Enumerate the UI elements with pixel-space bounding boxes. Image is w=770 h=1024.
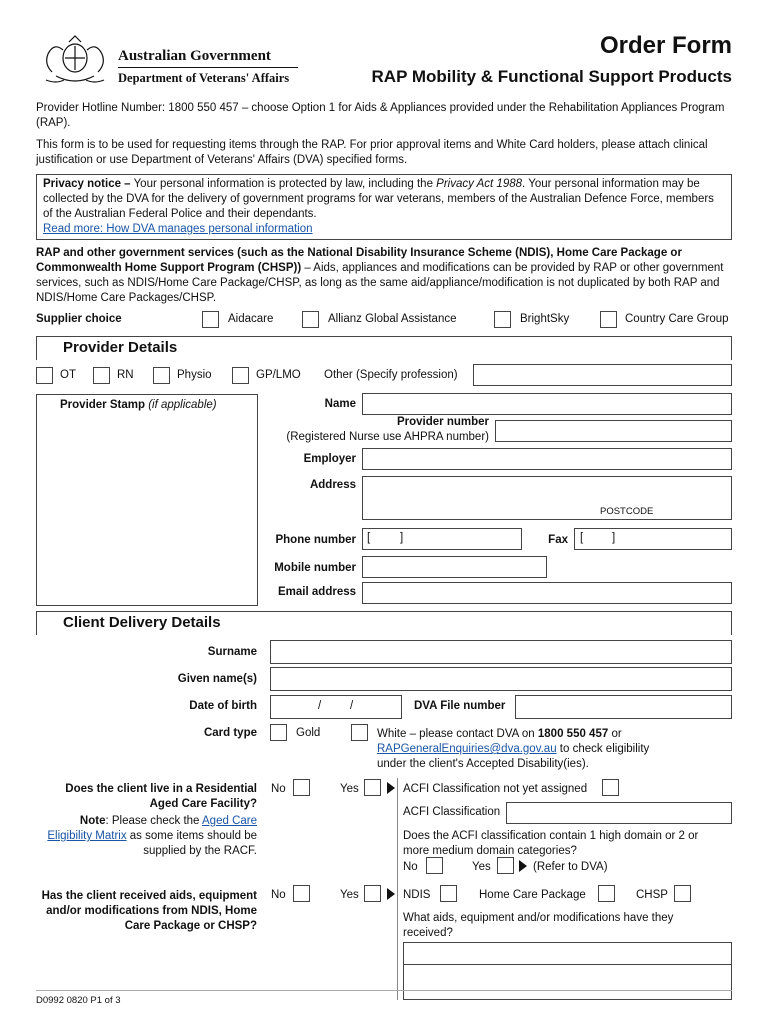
acfi-domain-question: Does the ACFI classification contain 1 high domain or 2 or more medium domain categories?	[403, 830, 699, 857]
card-white-checkbox[interactable]	[351, 724, 368, 741]
employer-input[interactable]	[362, 448, 732, 470]
card-type-label: Card type	[203, 727, 257, 739]
acfi-refer-label: (Refer to DVA)	[533, 861, 608, 873]
address-label: Address	[309, 479, 356, 491]
home-care-package-checkbox[interactable]	[598, 885, 615, 902]
hotline-text: Provider Hotline Number: 1800 550 457 – choose Option 1 for Aids & Appliances provided under the Rehabilitation Appliances Program (RAP).	[36, 102, 725, 129]
department-name: Department of Veterans' Affairs	[118, 71, 290, 85]
form-subtitle: RAP Mobility & Functional Support Products	[371, 67, 732, 86]
dva-file-number-label: DVA File number	[414, 700, 506, 712]
fax-bracket-open: [	[580, 532, 584, 544]
profession-ot-checkbox[interactable]	[36, 367, 53, 384]
client-delivery-section	[36, 611, 732, 635]
privacy-text-after: . Your personal information may be collected by the DVA for the delivery of government programs for war veterans, members of the Australian Defence Force, members of the Australian Federal Police and their dependants.	[43, 178, 714, 220]
aged-care-matrix-link[interactable]: Aged Care Eligibility Matrix	[47, 815, 257, 842]
rap-other-bold: RAP and other government services (such as the National Disability Insurance Scheme (NDIS), Home Care Package or Commonwealth Home Support Program (CHSP))	[36, 247, 682, 274]
provider-details-section	[36, 336, 732, 360]
given-names-label: Given name(s)	[177, 673, 257, 685]
supplier-option-label: BrightSky	[520, 313, 570, 325]
header-rule	[118, 67, 298, 68]
supplier-allianz-checkbox[interactable]	[302, 311, 319, 328]
fax-input[interactable]	[574, 528, 732, 550]
email-address-label: Email address	[278, 586, 356, 598]
acfi-yes-checkbox[interactable]	[497, 857, 514, 874]
profession-label: OT	[60, 369, 76, 381]
provider-number-input[interactable]	[495, 420, 732, 442]
footer-rule	[36, 990, 732, 991]
supplier-option-label: Country Care Group	[625, 313, 729, 325]
provider-name-input[interactable]	[362, 393, 732, 415]
ndis-yes-checkbox[interactable]	[364, 885, 381, 902]
ndis-label: NDIS	[403, 889, 431, 901]
profession-label: RN	[117, 369, 134, 381]
rap-enquiries-email-link[interactable]: RAPGeneralEnquiries@dva.gov.au	[377, 743, 557, 755]
ndis-checkbox[interactable]	[440, 885, 457, 902]
mobile-number-label: Mobile number	[274, 562, 356, 574]
arrow-right-icon	[387, 782, 395, 794]
supplier-option-label: Allianz Global Assistance	[328, 313, 457, 325]
profession-label: GP/LMO	[256, 369, 301, 381]
chsp-checkbox[interactable]	[674, 885, 691, 902]
fax-label: Fax	[548, 534, 568, 546]
rap-other-services-text	[36, 246, 736, 306]
supplier-option-label: Aidacare	[228, 313, 274, 325]
phone-bracket-close: ]	[400, 532, 404, 544]
acfi-classification-label: ACFI Classification	[403, 806, 501, 818]
privacy-heading: Privacy notice –	[43, 178, 131, 190]
gov-name: Australian Government	[118, 48, 271, 64]
provider-stamp-label: Provider Stamp (if applicable)	[60, 399, 217, 411]
ndis-no-label: No	[271, 889, 286, 901]
provider-number-label: Provider number	[396, 416, 489, 428]
dob-separator: /	[350, 700, 354, 712]
chsp-label: CHSP	[636, 889, 668, 901]
racf-no-label: No	[271, 783, 286, 795]
supplier-brightsky-checkbox[interactable]	[494, 311, 511, 328]
section-title: Provider Details	[63, 339, 178, 356]
form-title: Order Form	[599, 32, 732, 59]
racf-question: Does the client live in a Residential Aged Care Facility?	[65, 783, 257, 810]
racf-side-rule	[397, 778, 398, 1000]
profession-gp-checkbox[interactable]	[232, 367, 249, 384]
other-profession-input[interactable]	[473, 364, 732, 386]
arrow-right-icon	[387, 888, 395, 900]
profession-label: Physio	[177, 369, 212, 381]
ndis-yes-label: Yes	[340, 889, 359, 901]
fax-bracket-close: ]	[612, 532, 616, 544]
privacy-text-before: Your personal information is protected by law, including the	[130, 178, 437, 190]
acfi-not-assigned-label: ACFI Classification not yet assigned	[403, 783, 588, 795]
employer-label: Employer	[303, 453, 356, 465]
aids-received-input[interactable]	[403, 942, 732, 1000]
card-gold-label: Gold	[296, 727, 321, 739]
mobile-number-input[interactable]	[362, 556, 547, 578]
other-profession-label: Other (Specify profession)	[324, 369, 458, 381]
date-of-birth-input[interactable]	[270, 695, 402, 719]
acfi-classification-input[interactable]	[506, 802, 732, 824]
purpose-text: This form is to be used for requesting items through the RAP. For prior approval items and White Card holders, please attach clinical justification or use Department of Veterans' Affairs (DVA) specified forms.	[36, 139, 708, 166]
surname-label: Surname	[207, 646, 257, 658]
racf-note: Note: Please check the Aged Care Eligibility Matrix as some items should be supplied by the RACF.	[47, 815, 257, 857]
phone-bracket-open: [	[367, 532, 371, 544]
phone-number-label: Phone number	[275, 534, 356, 546]
given-names-input[interactable]	[270, 667, 732, 691]
racf-no-checkbox[interactable]	[293, 779, 310, 796]
provider-name-label: Name	[324, 398, 356, 410]
ndis-question: Has the client received aids, equipment and/or modifications from NDIS, Home Care Package or CHSP?	[41, 890, 257, 932]
card-gold-checkbox[interactable]	[270, 724, 287, 741]
privacy-notice-box	[36, 174, 732, 240]
profession-physio-checkbox[interactable]	[153, 367, 170, 384]
postcode-label: POSTCODE	[600, 506, 654, 517]
footer-form-code: D0992 0820 P1 of 3	[36, 995, 121, 1006]
acfi-yes-label: Yes	[472, 861, 491, 873]
card-white-text: White – please contact DVA on 1800 550 457 or RAPGeneralEnquiries@dva.gov.au to check eligibility under the client's Accepted Disability(ies).	[377, 728, 650, 770]
aids-received-question: What aids, equipment and/or modifications have they received?	[403, 912, 674, 939]
phone-number-input[interactable]	[362, 528, 522, 550]
ndis-no-checkbox[interactable]	[293, 885, 310, 902]
acfi-no-checkbox[interactable]	[426, 857, 443, 874]
supplier-choice-label: Supplier choice	[36, 313, 122, 325]
address-input[interactable]	[362, 476, 732, 520]
privacy-read-more-link[interactable]: Read more: How DVA manages personal information	[43, 223, 313, 235]
supplier-aidacare-checkbox[interactable]	[202, 311, 219, 328]
racf-yes-label: Yes	[340, 783, 359, 795]
aids-received-line	[403, 964, 732, 965]
profession-rn-checkbox[interactable]	[93, 367, 110, 384]
provider-number-note: (Registered Nurse use AHPRA number)	[286, 431, 489, 443]
arrow-right-icon	[519, 860, 527, 872]
provider-stamp-area[interactable]	[36, 394, 258, 606]
dob-separator: /	[318, 700, 322, 712]
coat-of-arms-logo	[36, 32, 114, 88]
acfi-not-assigned-checkbox[interactable]	[602, 779, 619, 796]
supplier-country-care-checkbox[interactable]	[600, 311, 617, 328]
racf-yes-checkbox[interactable]	[364, 779, 381, 796]
date-of-birth-label: Date of birth	[189, 700, 257, 712]
acfi-no-label: No	[403, 861, 418, 873]
rap-other-rest: – Aids, appliances and modifications can be provided by RAP or other government services, such as NDIS/Home Care Package/CHSP, as long as the same aid/appliance/modification is not duplicated by both RAP and NDIS/Home Care Packages/CHSP.	[36, 262, 724, 304]
privacy-act: Privacy Act 1988	[436, 178, 523, 190]
dva-file-number-input[interactable]	[515, 695, 732, 719]
section-title: Client Delivery Details	[63, 614, 221, 631]
email-address-input[interactable]	[362, 582, 732, 604]
home-care-package-label: Home Care Package	[479, 889, 586, 901]
surname-input[interactable]	[270, 640, 732, 664]
